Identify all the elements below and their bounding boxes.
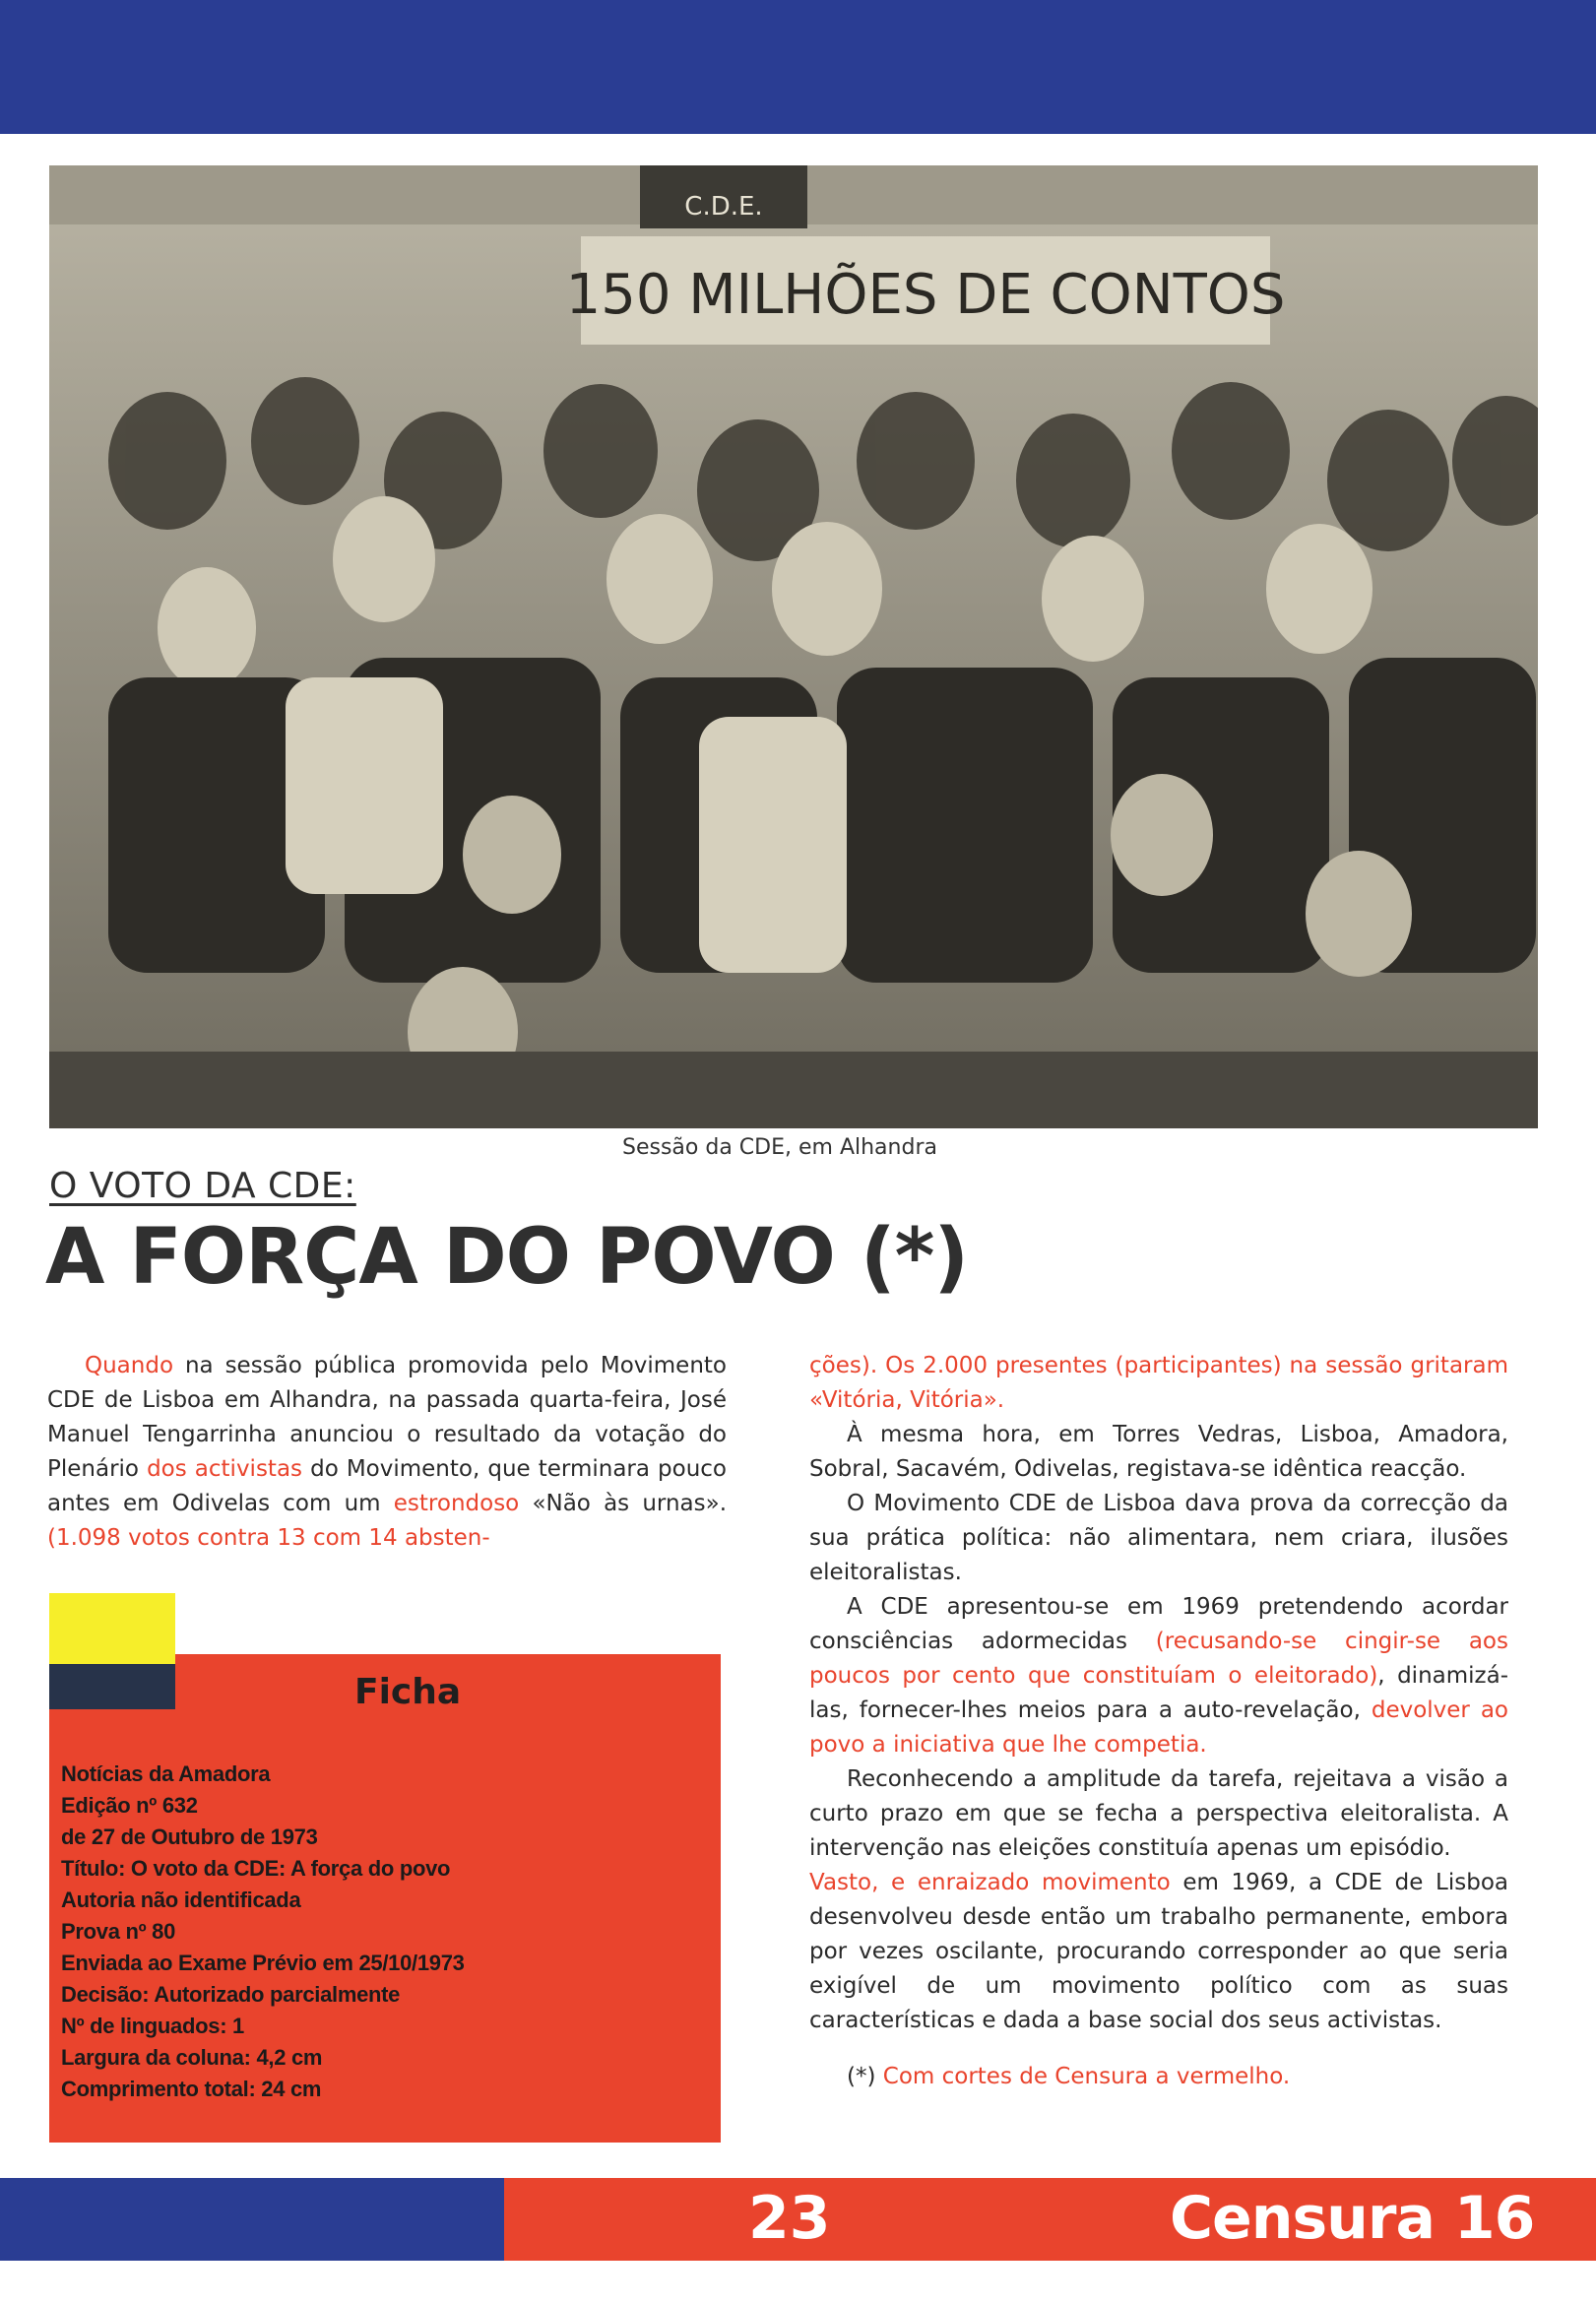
censored-text: estrondoso xyxy=(393,1491,520,1516)
article-paragraph: O Movimento CDE de Lisboa dava prova da correcção da sua prática política: não alimentara, nem criara, ilusões eleitoralistas. xyxy=(809,1491,1508,1585)
censored-text: devolver ao povo a iniciativa que lhe competia. xyxy=(809,1697,1508,1758)
ficha-item: Decisão: Autorizado parcialmente xyxy=(61,1982,401,2007)
body-text: do Movimento, que terminara pouco antes em Odivelas com um xyxy=(47,1456,727,1516)
publication-name: Censura 16 xyxy=(1170,2184,1535,2253)
ficha-dark-tab xyxy=(49,1664,175,1709)
emblem-text: C.D.E. xyxy=(684,192,763,222)
ficha-item: de 27 de Outubro de 1973 xyxy=(61,1824,318,1849)
photo-caption: Sessão da CDE, em Alhandra xyxy=(622,1135,937,1160)
censored-text: Quando xyxy=(85,1353,174,1378)
banner-text: 150 MILHÕES DE CONTOS xyxy=(565,263,1286,327)
ficha-item: Autoria não identificada xyxy=(61,1888,301,1912)
article-paragraph xyxy=(809,1866,1508,2038)
ficha-item: Notícias da Amadora xyxy=(61,1761,271,1786)
ficha-item: Prova nº 80 xyxy=(61,1919,176,1944)
body-text: «Não às urnas». xyxy=(519,1491,728,1516)
crowd-photo-illustration xyxy=(49,165,1538,1128)
censored-paragraph: ções). Os 2.000 presentes (participantes) na sessão gritaram «Vitória, Vitória». xyxy=(809,1353,1508,1413)
footnote-text: Com cortes de Censura a vermelho. xyxy=(882,2064,1291,2089)
ficha-item: Edição nº 632 xyxy=(61,1793,198,1818)
footnote xyxy=(809,2060,1508,2094)
footer-blue-band xyxy=(0,2178,504,2261)
body-text: em 1969, a CDE de Lisboa desenvolveu desde então um trabalho permanente, embora por vezes oscilante, procurando corresponder ao que seria exigível de um movimento político com as suas características e dada a base social dos seus activistas. xyxy=(809,1870,1508,2033)
ficha-item: Comprimento total: 24 cm xyxy=(61,2077,322,2101)
ficha-list xyxy=(61,1759,465,2105)
article-paragraph: À mesma hora, em Torres Vedras, Lisboa, Amadora, Sobral, Sacavém, Odivelas, registava-se idêntica reacção. xyxy=(809,1422,1508,1482)
article-kicker: O VOTO DA CDE: xyxy=(49,1166,356,1206)
ficha-item: Enviada ao Exame Prévio em 25/10/1973 xyxy=(61,1951,465,1975)
censored-text: (recusando-se cingir-se aos poucos por cento que constituíam o eleitorado) xyxy=(809,1629,1508,1689)
ficha-item: Título: O voto da CDE: A força do povo xyxy=(61,1856,451,1881)
ficha-title: Ficha xyxy=(354,1672,462,1712)
page-number: 23 xyxy=(748,2184,831,2253)
article-headline: A FORÇA DO POVO (*) xyxy=(45,1213,969,1302)
article-paragraph xyxy=(47,1349,727,1556)
ficha-item: Nº de linguados: 1 xyxy=(61,2014,244,2038)
censored-text: (1.098 votos contra 13 com 14 absten- xyxy=(47,1525,490,1551)
censored-text: Vasto, e enraizado movimento xyxy=(809,1870,1171,1895)
censored-text: dos activistas xyxy=(147,1456,303,1482)
article-column-1 xyxy=(47,1349,727,1556)
crowd-photo xyxy=(49,165,1538,1128)
body-text: , dinamizá-las, fornecer-lhes meios para a auto-revelação, xyxy=(809,1663,1508,1723)
article-paragraph xyxy=(809,1590,1508,1762)
ficha-item: Largura da coluna: 4,2 cm xyxy=(61,2045,323,2070)
body-text: na sessão pública promovida pelo Movimento CDE de Lisboa em Alhandra, na passada quarta-feira, José Manuel Tengarrinha anunciou o resultado da votação do Plenário xyxy=(47,1353,727,1482)
article-paragraph: Reconhecendo a amplitude da tarefa, rejeitava a visão a curto prazo em que se fecha a perspectiva eleitoralista. A intervenção nas eleições constituía apenas um episódio. xyxy=(809,1766,1508,1861)
top-blue-band xyxy=(0,0,1596,134)
article-column-2 xyxy=(809,1349,1508,2094)
footnote-marker: (*) xyxy=(847,2064,883,2089)
body-text: A CDE apresentou-se em 1969 pretendendo acordar consciências adormecidas xyxy=(809,1594,1508,1654)
